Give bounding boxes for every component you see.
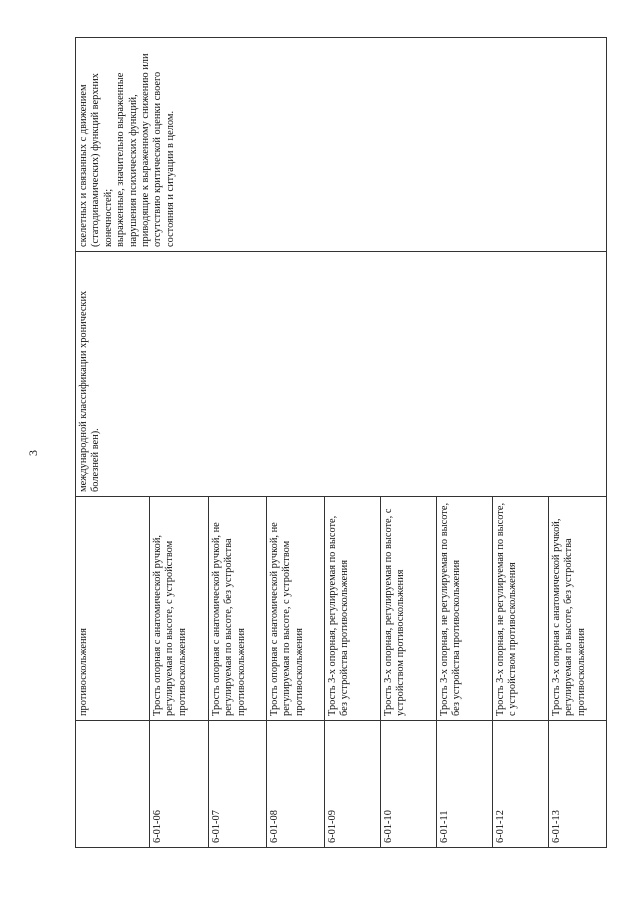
name-cell: Трость опорная с анатомической ручкой, не регулируемая по высоте, с устройством противоскольжения xyxy=(267,497,325,721)
name-cell: Трость 3-х опорная, не регулируемая по высоте, с устройством противоскольжения xyxy=(493,497,549,721)
code-cell: 6-01-12 xyxy=(493,721,549,848)
name-cell: Трость опорная с анатомической ручкой, регулируемая по высоте, с устройством противоскольжения xyxy=(150,497,209,721)
name-cell: противоскольжения xyxy=(76,497,150,721)
criteria-cell xyxy=(76,38,607,252)
code-cell: 6-01-06 xyxy=(150,721,209,848)
name-cell: Трость опорная с анатомической ручкой, не регулируемая по высоте, без устройства противоскольжения xyxy=(209,497,267,721)
table-row xyxy=(76,38,150,848)
code-cell: 6-01-11 xyxy=(437,721,493,848)
name-cell: Трость 3-х опорная, регулируемая по высоте, без устройства противоскольжения xyxy=(325,497,381,721)
code-cell: 6-01-09 xyxy=(325,721,381,848)
page-number: 3 xyxy=(26,450,40,456)
code-cell xyxy=(76,721,150,848)
medical-devices-table xyxy=(75,37,607,848)
name-cell: Трость 3-х опорная, не регулируемая по высоте, без устройства противоскольжения xyxy=(437,497,493,721)
name-cell: Трость 3-х опорная с анатомической ручкой, регулируемая по высоте, без устройства противоскольжения xyxy=(549,497,607,721)
code-cell: 6-01-13 xyxy=(549,721,607,848)
name-cell: Трость 3-х опорная, регулируемая по высоте, с устройством противоскольжения xyxy=(381,497,437,721)
table-frame xyxy=(75,38,606,848)
code-cell: 6-01-08 xyxy=(267,721,325,848)
classification-cell: международной классификации хронических болезней вен). xyxy=(76,252,607,497)
rotated-table-container xyxy=(75,38,606,848)
code-cell: 6-01-10 xyxy=(381,721,437,848)
code-cell: 6-01-07 xyxy=(209,721,267,848)
criteria-text: скелетных и связанных с движением (статодинамических) функций верхних конечностей; выраженные, значительно выраженные нарушения психических функций, приводящие к выраженному снижению или отсутствию критической оценки своего состояния и ситуации в целом. xyxy=(78,53,176,247)
